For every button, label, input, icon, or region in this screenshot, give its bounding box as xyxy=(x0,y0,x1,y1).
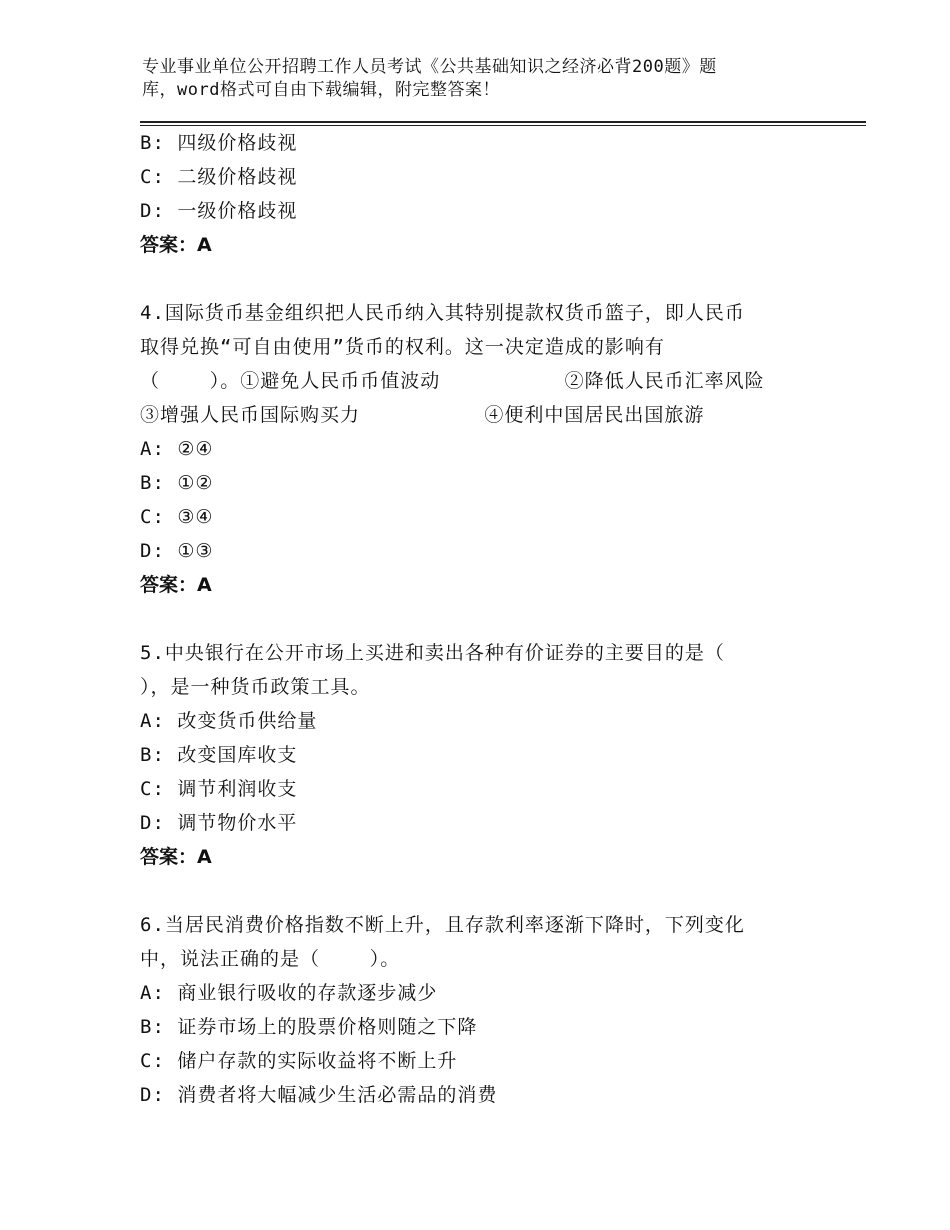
question-3-tail xyxy=(140,126,840,262)
document-header xyxy=(142,56,822,102)
option-c: C: ③④ xyxy=(140,506,214,528)
question-stem-line: （ ）。①避免人民币币值波动 ②降低人民币汇率风险 xyxy=(140,370,765,392)
option-a: A: 商业银行吸收的存款逐步减少 xyxy=(140,982,438,1004)
answer-label: 答案：A xyxy=(140,234,212,256)
question-stem-line: ③增强人民币国际购买力 ④便利中国居民出国旅游 xyxy=(140,404,705,426)
option-a: A: ②④ xyxy=(140,438,214,460)
spacer xyxy=(140,874,840,908)
answer-label: 答案：A xyxy=(140,846,212,868)
option-b: B: 四级价格歧视 xyxy=(140,132,298,154)
option-c: C: 调节利润收支 xyxy=(140,778,298,800)
question-4 xyxy=(140,296,840,602)
question-stem-line: 4.国际货币基金组织把人民币纳入其特别提款权货币篮子，即人民币 xyxy=(140,302,745,324)
option-d: D: 消费者将大幅减少生活必需品的消费 xyxy=(140,1084,498,1106)
option-b: B: ①② xyxy=(140,472,214,494)
question-stem-line: 5.中央银行在公开市场上买进和卖出各种有价证券的主要目的是（ xyxy=(140,642,725,664)
option-c: C: 二级价格歧视 xyxy=(140,166,298,188)
option-c: C: 储户存款的实际收益将不断上升 xyxy=(140,1050,458,1072)
question-5 xyxy=(140,636,840,874)
option-d: D: 调节物价水平 xyxy=(140,812,298,834)
question-6 xyxy=(140,908,840,1112)
question-stem-line: 6.当居民消费价格指数不断上升，且存款利率逐渐下降时，下列变化 xyxy=(140,914,745,936)
spacer xyxy=(140,262,840,296)
header-divider-thick xyxy=(140,121,866,123)
option-d: D: ①③ xyxy=(140,540,214,562)
option-b: B: 改变国库收支 xyxy=(140,744,298,766)
question-stem-line: 取得兑换“可自由使用”货币的权利。这一决定造成的影响有 xyxy=(140,336,665,358)
option-d: D: 一级价格歧视 xyxy=(140,200,298,222)
header-title-line-2: 库，word格式可自由下载编辑，附完整答案！ xyxy=(142,80,500,100)
header-title-line-1: 专业事业单位公开招聘工作人员考试《公共基础知识之经济必背200题》题 xyxy=(142,57,717,77)
answer-label: 答案：A xyxy=(140,574,212,596)
spacer xyxy=(140,602,840,636)
option-b: B: 证券市场上的股票价格则随之下降 xyxy=(140,1016,478,1038)
option-a: A: 改变货币供给量 xyxy=(140,710,318,732)
question-list xyxy=(140,126,840,1112)
question-stem-line: 中，说法正确的是（ ）。 xyxy=(140,948,401,970)
question-stem-line: ），是一种货币政策工具。 xyxy=(140,676,371,698)
